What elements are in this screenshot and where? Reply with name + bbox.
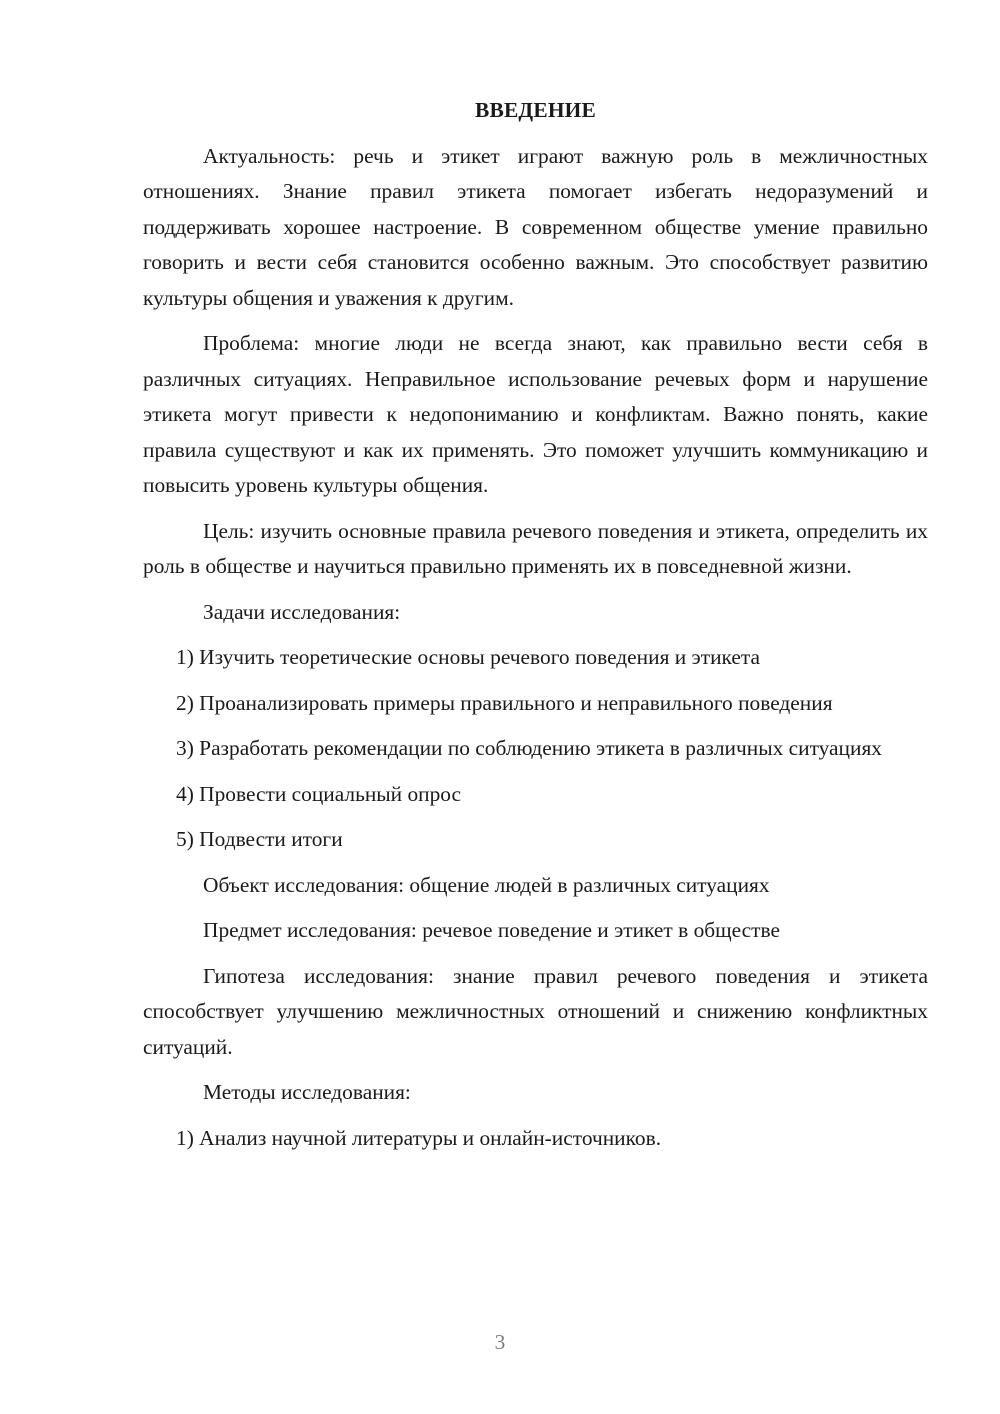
object-line: Объект исследования: общение людей в различных ситуациях	[203, 872, 770, 897]
section-title: ВВЕДЕНИЕ	[475, 98, 596, 122]
task-item: 3) Разработать рекомендации по соблюдению этикета в различных ситуациях	[176, 736, 882, 760]
page-body	[143, 93, 928, 1166]
relevance-paragraph: Актуальность: речь и этикет играют важную роль в межличностных отношениях. Знание правил этикета помогает избегать недоразумений и поддерживать хорошее настроение. В современном обществе умение правильно говорить и вести себя становится особенно важным. Это способствует развитию культуры общения и уважения к другим.	[143, 143, 928, 310]
task-item: 1) Изучить теоретические основы речевого поведения и этикета	[176, 645, 760, 669]
problem-paragraph: Проблема: многие люди не всегда знают, как правильно вести себя в различных ситуациях. Неправильное использование речевых форм и нарушение этикета могут привести к недопониманию и конфликтам. Важно понять, какие правила существуют и как их применять. Это поможет улучшить коммуникацию и повысить уровень культуры общения.	[143, 331, 928, 497]
method-item: 1) Анализ научной литературы и онлайн-источников.	[176, 1125, 662, 1150]
subject-line: Предмет исследования: речевое поведение и этикет в обществе	[203, 918, 780, 942]
tasks-heading: Задачи исследования:	[203, 599, 401, 624]
task-item: 2) Проанализировать примеры правильного и неправильного поведения	[176, 690, 833, 715]
task-item: 5) Подвести итоги	[176, 827, 343, 851]
methods-list	[143, 1121, 928, 1157]
task-item: 4) Провести социальный опрос	[176, 781, 462, 806]
hypothesis-paragraph: Гипотеза исследования: знание правил речевого поведения и этикета способствует улучшению межличностных отношений и снижению конфликтных ситуаций.	[143, 963, 928, 1059]
goal-paragraph: Цель: изучить основные правила речевого поведения и этикета, определить их роль в обществе и научиться правильно применять их в повседневной жизни.	[143, 518, 928, 578]
tasks-list	[143, 640, 928, 858]
page-number: 3	[494, 1330, 506, 1354]
methods-heading: Методы исследования:	[203, 1080, 411, 1104]
